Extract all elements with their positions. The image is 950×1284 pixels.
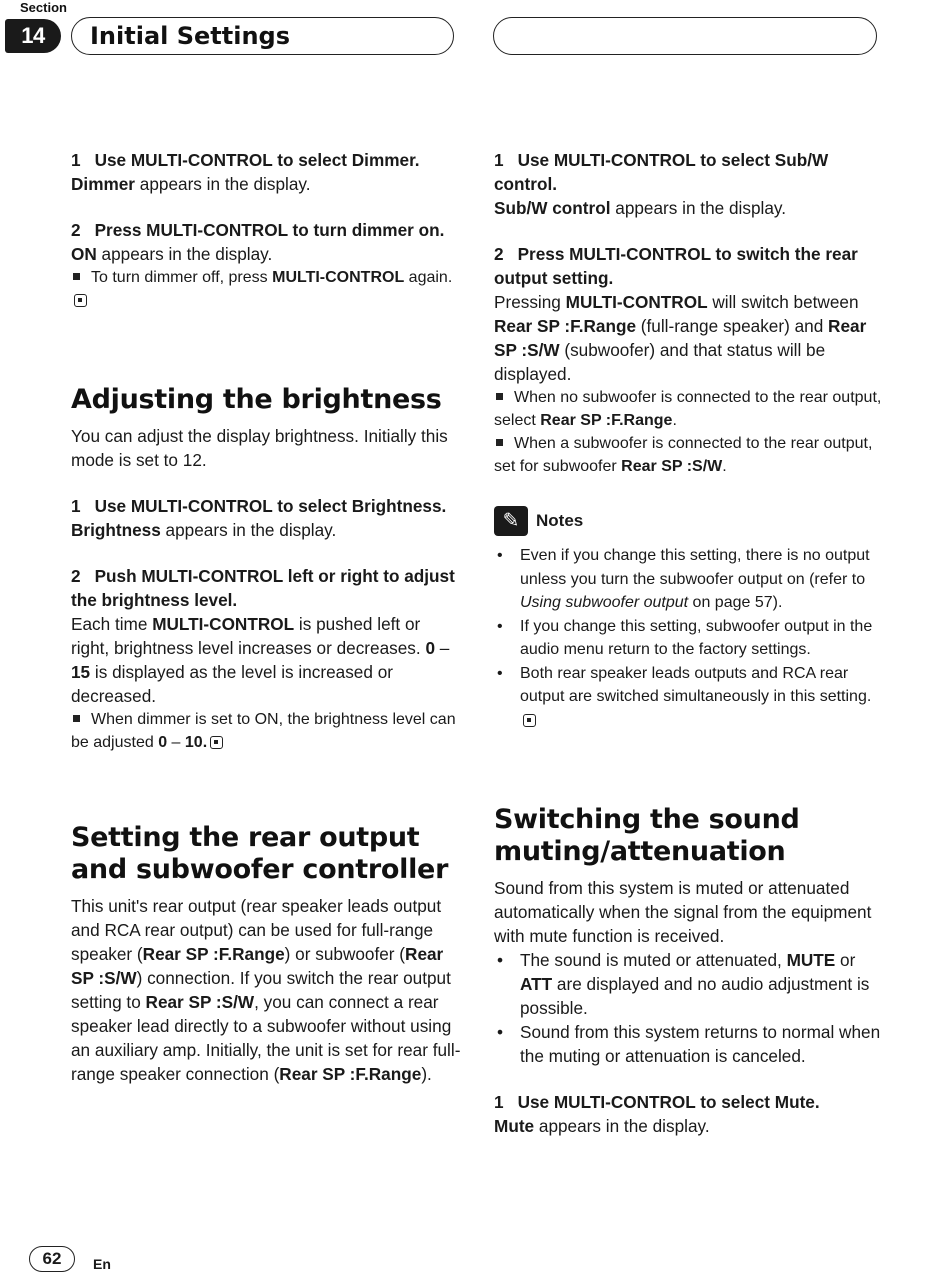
left-column — [71, 148, 461, 1086]
heading-sound-muting: Switching the sound muting/attenuation — [494, 804, 800, 867]
dimmer-step-2-result: ON appears in the display. — [71, 244, 273, 264]
notes-list — [494, 544, 882, 732]
dimmer-step-2: 2 Press MULTI-CONTROL to turn dimmer on. — [71, 220, 445, 240]
subw-step-1: 1 Use MULTI-CONTROL to select Sub/W control. — [494, 150, 829, 194]
dimmer-step-1: 1 Use MULTI-CONTROL to select Dimmer. — [71, 150, 420, 170]
end-mark-icon — [74, 294, 87, 307]
brightness-step-2-body: Each time MULTI-CONTROL is pushed left or right, brightness level increases or decreases. 0 – 15 is displayed as the level is increased or decreased. — [71, 614, 450, 706]
empty-title-pill — [493, 17, 877, 55]
language-label: En — [93, 1256, 111, 1272]
end-mark-icon — [210, 736, 223, 749]
mute-bullets — [494, 948, 882, 1068]
mute-step-1-result: Mute appears in the display. — [494, 1116, 710, 1136]
dimmer-step-1-result: Dimmer appears in the display. — [71, 174, 311, 194]
brightness-step-1-result: Brightness appears in the display. — [71, 520, 337, 540]
heading-rear-output: Setting the rear output and subwoofer controller — [71, 822, 449, 885]
list-item: • If you change this setting, subwoofer output in the audio menu return to the factory settings. — [494, 615, 882, 662]
list-item: • Even if you change this setting, there is no output unless you turn the subwoofer output on (refer to Using subwoofer output on page 57). — [494, 544, 882, 615]
brightness-step-1: 1 Use MULTI-CONTROL to select Brightness. — [71, 496, 447, 516]
dimmer-note: To turn dimmer off, press MULTI-CONTROL again. — [71, 266, 461, 312]
section-label: Section — [20, 0, 67, 15]
list-item: • The sound is muted or attenuated, MUTE or ATT are displayed and no audio adjustment is possible. — [494, 948, 882, 1020]
rear-output-paragraph: This unit's rear output (rear speaker leads output and RCA rear output) can be used for full-range speaker (Rear SP :F.Range) or subwoofer (Rear SP :S/W) connection. If you switch the rear output setting to Rear SP :S/W, you can connect a rear speaker lead directly to a subwoofer without using an auxiliary amp. Initially, the unit is set for rear full-range speaker connection (Rear SP :F.Range). — [71, 896, 461, 1084]
mute-step-1: 1 Use MULTI-CONTROL to select Mute. — [494, 1092, 820, 1112]
brightness-note: When dimmer is set to ON, the brightness level can be adjusted 0 – 10. — [71, 711, 456, 751]
pencil-icon: ✎ — [494, 506, 528, 536]
subw-step-2-body: Pressing MULTI-CONTROL will switch between Rear SP :F.Range (full-range speaker) and Rear SP :S/W (subwoofer) and that status will be displayed. — [494, 292, 867, 384]
list-item: • Both rear speaker leads outputs and RCA rear output are switched simultaneously in this setting. — [494, 662, 882, 733]
subw-note-1: When no subwoofer is connected to the rear output, select Rear SP :F.Range. — [494, 389, 882, 429]
right-column — [494, 148, 882, 1138]
notes-title: Notes — [536, 511, 584, 530]
subw-note-2: When a subwoofer is connected to the rear output, set for subwoofer Rear SP :S/W. — [494, 435, 873, 475]
list-item: • Sound from this system returns to normal when the muting or attenuation is canceled. — [494, 1020, 882, 1068]
brightness-step-2: 2 Push MULTI-CONTROL left or right to adjust the brightness level. — [71, 566, 455, 610]
heading-adjusting-brightness: Adjusting the brightness — [71, 384, 442, 415]
mute-intro: Sound from this system is muted or attenuated automatically when the signal from the equipment with mute function is received. — [494, 878, 872, 946]
notes-header — [494, 506, 882, 536]
page-title: Initial Settings — [90, 22, 291, 50]
section-number-badge: 14 — [5, 19, 61, 53]
brightness-intro: You can adjust the display brightness. Initially this mode is set to 12. — [71, 426, 448, 470]
subw-step-1-result: Sub/W control appears in the display. — [494, 198, 786, 218]
subw-step-2: 2 Press MULTI-CONTROL to switch the rear output setting. — [494, 244, 858, 288]
page-number: 62 — [29, 1246, 75, 1272]
page-title-pill — [71, 17, 454, 55]
end-mark-icon — [523, 714, 536, 727]
